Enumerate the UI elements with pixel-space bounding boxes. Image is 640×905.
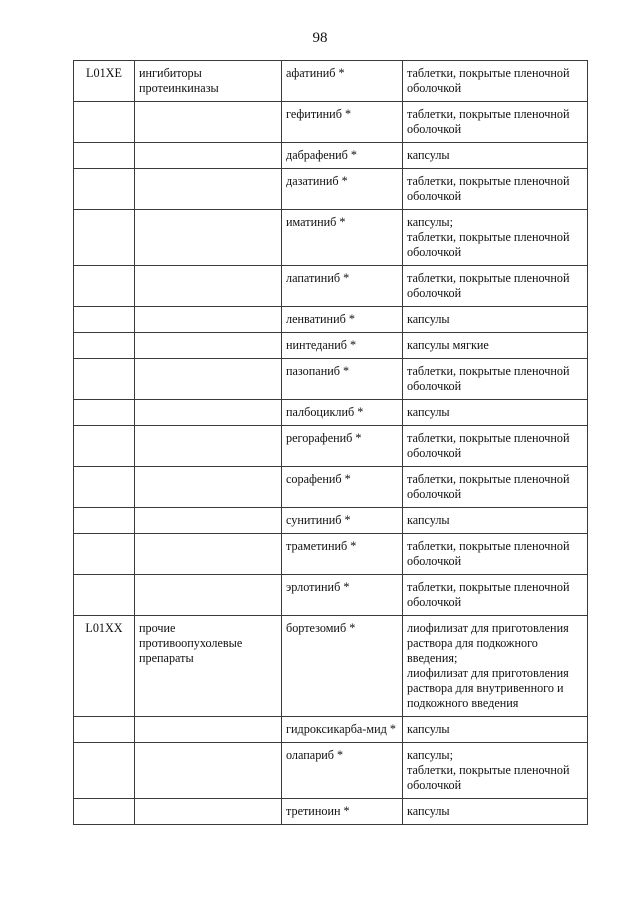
drug-name-cell: иматиниб *	[282, 210, 403, 266]
dosage-form-cell: капсулы	[403, 717, 588, 743]
table-row	[74, 266, 588, 307]
dosage-form-cell: капсулы	[403, 307, 588, 333]
dosage-form-cell: таблетки, покрытые пленочной оболочкой	[403, 534, 588, 575]
group-name-cell	[135, 743, 282, 799]
table-row	[74, 717, 588, 743]
table-row	[74, 400, 588, 426]
atc-code-cell	[74, 266, 135, 307]
dosage-form-cell: капсулы; таблетки, покрытые пленочной оболочкой	[403, 743, 588, 799]
table-row	[74, 307, 588, 333]
atc-code-cell	[74, 210, 135, 266]
group-name-cell	[135, 575, 282, 616]
group-name-cell	[135, 359, 282, 400]
atc-code-cell: L01XX	[74, 616, 135, 717]
table-row	[74, 61, 588, 102]
dosage-form-cell: таблетки, покрытые пленочной оболочкой	[403, 266, 588, 307]
dosage-form-cell: капсулы	[403, 400, 588, 426]
group-name-cell: прочие противоопухолевые препараты	[135, 616, 282, 717]
table-row	[74, 467, 588, 508]
table-row	[74, 210, 588, 266]
table-body	[74, 61, 588, 825]
dosage-form-cell: таблетки, покрытые пленочной оболочкой	[403, 426, 588, 467]
drug-name-cell: ленватиниб *	[282, 307, 403, 333]
dosage-form-cell: таблетки, покрытые пленочной оболочкой	[403, 575, 588, 616]
drug-name-cell: сунитиниб *	[282, 508, 403, 534]
table-row	[74, 333, 588, 359]
atc-code-cell	[74, 575, 135, 616]
dosage-form-cell: таблетки, покрытые пленочной оболочкой	[403, 169, 588, 210]
atc-code-cell	[74, 359, 135, 400]
group-name-cell	[135, 400, 282, 426]
dosage-form-cell: капсулы	[403, 143, 588, 169]
drug-name-cell: третиноин *	[282, 799, 403, 825]
atc-code-cell	[74, 508, 135, 534]
group-name-cell	[135, 210, 282, 266]
atc-code-cell	[74, 426, 135, 467]
table-row	[74, 534, 588, 575]
dosage-form-cell: таблетки, покрытые пленочной оболочкой	[403, 359, 588, 400]
dosage-form-cell: капсулы мягкие	[403, 333, 588, 359]
table-row	[74, 143, 588, 169]
table-row	[74, 102, 588, 143]
group-name-cell: ингибиторы протеинкиназы	[135, 61, 282, 102]
group-name-cell	[135, 799, 282, 825]
dosage-form-cell: лиофилизат для приготовления раствора для подкожного введения; лиофилизат для приготовления раствора для внутривенного и подкожного введения	[403, 616, 588, 717]
drug-table	[73, 60, 588, 825]
group-name-cell	[135, 467, 282, 508]
drug-name-cell: пазопаниб *	[282, 359, 403, 400]
group-name-cell	[135, 169, 282, 210]
atc-code-cell	[74, 307, 135, 333]
group-name-cell	[135, 143, 282, 169]
atc-code-cell	[74, 400, 135, 426]
dosage-form-cell: таблетки, покрытые пленочной оболочкой	[403, 61, 588, 102]
drug-name-cell: афатиниб *	[282, 61, 403, 102]
dosage-form-cell: таблетки, покрытые пленочной оболочкой	[403, 102, 588, 143]
group-name-cell	[135, 426, 282, 467]
dosage-form-cell: капсулы	[403, 508, 588, 534]
dosage-form-cell: таблетки, покрытые пленочной оболочкой	[403, 467, 588, 508]
drug-name-cell: сорафениб *	[282, 467, 403, 508]
drug-name-cell: дабрафениб *	[282, 143, 403, 169]
drug-name-cell: гефитиниб *	[282, 102, 403, 143]
atc-code-cell	[74, 717, 135, 743]
dosage-form-cell: капсулы	[403, 799, 588, 825]
group-name-cell	[135, 307, 282, 333]
drug-name-cell: нинтеданиб *	[282, 333, 403, 359]
drug-name-cell: траметиниб *	[282, 534, 403, 575]
group-name-cell	[135, 508, 282, 534]
table-row	[74, 743, 588, 799]
drug-name-cell: бортезомиб *	[282, 616, 403, 717]
drug-name-cell: эрлотиниб *	[282, 575, 403, 616]
table-row	[74, 359, 588, 400]
group-name-cell	[135, 102, 282, 143]
atc-code-cell: L01XE	[74, 61, 135, 102]
table-row	[74, 616, 588, 717]
drug-name-cell: палбоциклиб *	[282, 400, 403, 426]
drug-name-cell: гидроксикарба-мид *	[282, 717, 403, 743]
drug-name-cell: олапариб *	[282, 743, 403, 799]
atc-code-cell	[74, 333, 135, 359]
group-name-cell	[135, 333, 282, 359]
atc-code-cell	[74, 169, 135, 210]
atc-code-cell	[74, 102, 135, 143]
atc-code-cell	[74, 799, 135, 825]
table-row	[74, 799, 588, 825]
table-row	[74, 575, 588, 616]
table-row	[74, 169, 588, 210]
atc-code-cell	[74, 534, 135, 575]
group-name-cell	[135, 717, 282, 743]
atc-code-cell	[74, 743, 135, 799]
table-row	[74, 426, 588, 467]
table-row	[74, 508, 588, 534]
group-name-cell	[135, 266, 282, 307]
drug-name-cell: дазатиниб *	[282, 169, 403, 210]
atc-code-cell	[74, 467, 135, 508]
atc-code-cell	[74, 143, 135, 169]
drug-name-cell: лапатиниб *	[282, 266, 403, 307]
drug-name-cell: регорафениб *	[282, 426, 403, 467]
group-name-cell	[135, 534, 282, 575]
dosage-form-cell: капсулы; таблетки, покрытые пленочной оболочкой	[403, 210, 588, 266]
page-number: 98	[312, 30, 328, 46]
